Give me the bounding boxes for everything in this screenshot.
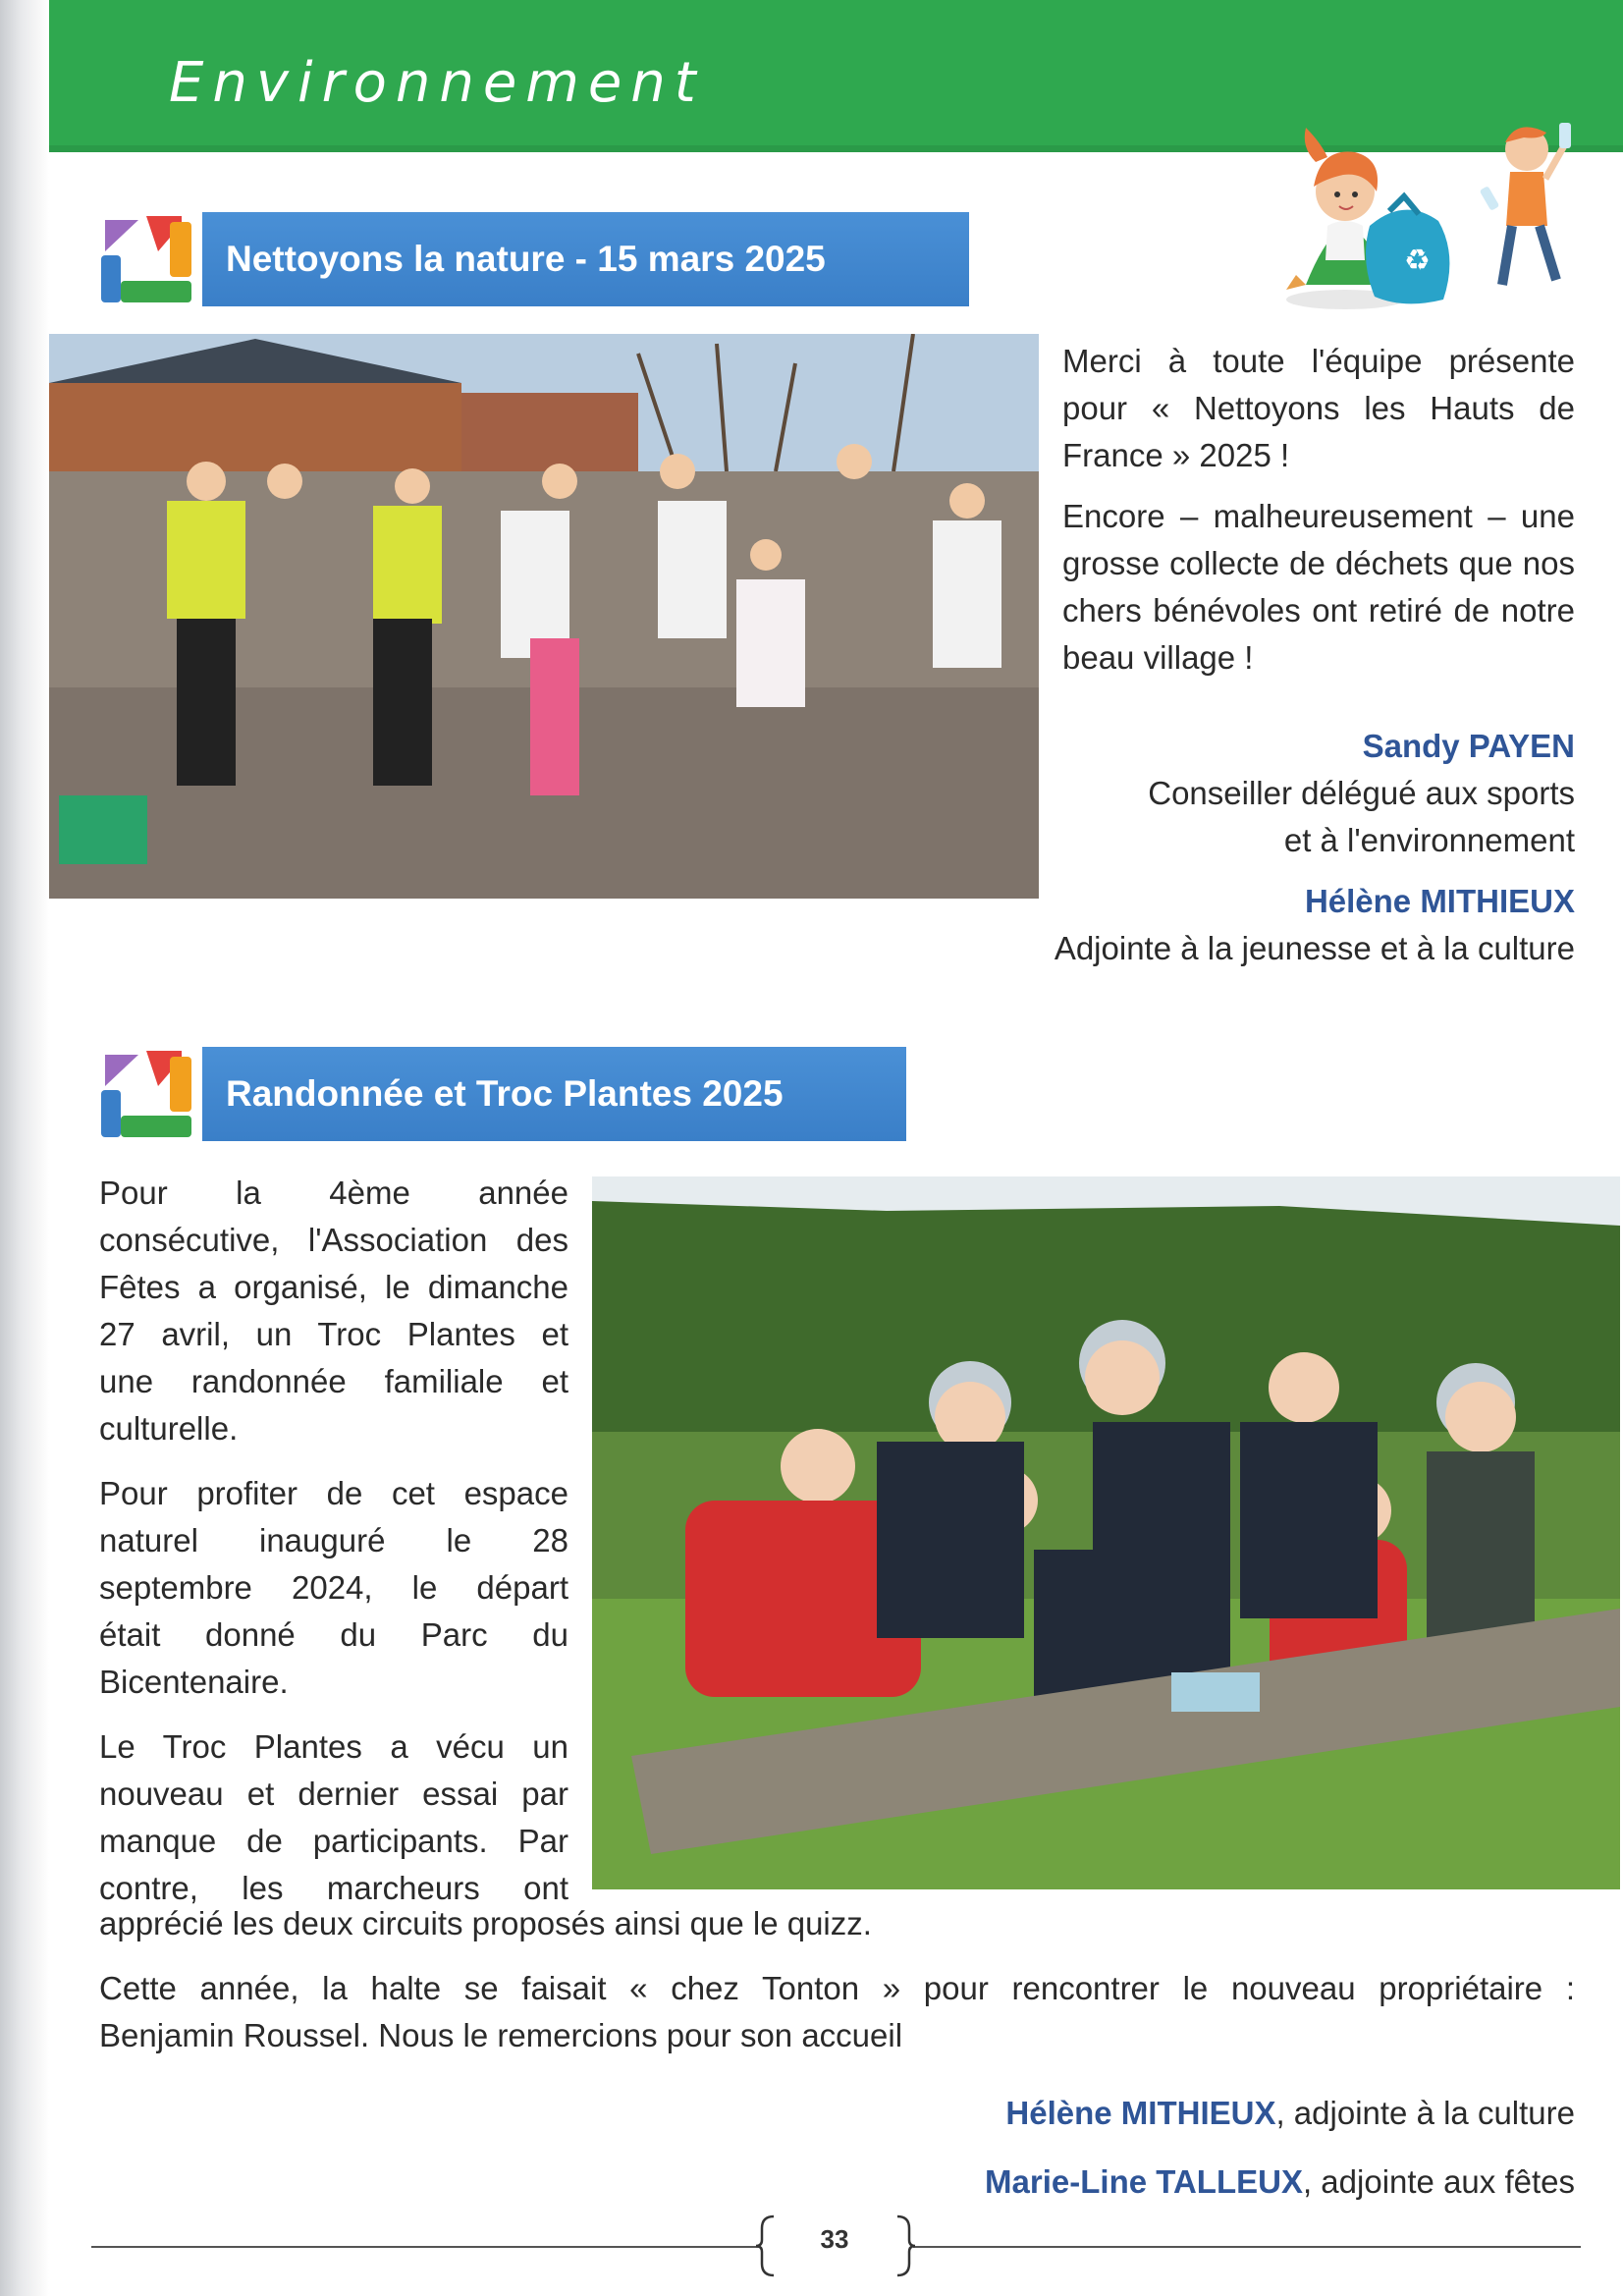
page-binding-shadow xyxy=(0,0,49,2296)
footer-rule-left xyxy=(91,2246,759,2248)
signature-role: Adjointe à la jeunesse et à la culture xyxy=(1054,930,1575,966)
signature-line xyxy=(687,2090,1575,2137)
text-line: naturel inauguré le 28 xyxy=(99,1522,568,1558)
svg-text:♻: ♻ xyxy=(1404,244,1431,278)
signature-role: et à l'environnement xyxy=(1283,822,1575,858)
signature-name: Hélène MITHIEUX xyxy=(1005,2095,1276,2131)
text-line: manque de participants. Par xyxy=(99,1823,568,1859)
text-line: Fêtes a organisé, le dimanche xyxy=(99,1269,568,1305)
signature-line xyxy=(687,2159,1575,2206)
signature-role: Conseiller délégué aux sports xyxy=(1148,775,1575,811)
text-line: Benjamin Roussel. Nous le remercions pour son accueil xyxy=(99,2017,903,2053)
section2-signatures xyxy=(687,2090,1575,2206)
section-logo-icon xyxy=(99,212,193,306)
section1-signatures xyxy=(884,723,1575,972)
text-line: contre, les marcheurs ont xyxy=(99,1870,568,1906)
text-line: Le Troc Plantes a vécu un xyxy=(99,1728,568,1765)
section1-paragraph: Encore – malheureusement – une grosse collecte de déchets que nos chers bénévoles ont retiré de notre beau village ! xyxy=(1062,498,1575,676)
signature-role: , adjointe aux fêtes xyxy=(1302,2163,1575,2200)
footer-rule-right xyxy=(913,2246,1581,2248)
section-title-nettoyons: Nettoyons la nature - 15 mars 2025 xyxy=(202,212,969,306)
section-title-randonnee: Randonnée et Troc Plantes 2025 xyxy=(202,1047,906,1141)
signature-name: Sandy PAYEN xyxy=(1362,728,1575,764)
text-line: une randonnée familiale et xyxy=(99,1363,568,1399)
section1-paragraph: Merci à toute l'équipe présente pour « Nettoyons les Hauts de France » 2025 ! xyxy=(1062,343,1575,473)
text-line: Pour la 4ème année xyxy=(99,1175,568,1211)
text-line: Cette année, la halte se faisait « chez Tonton » pour rencontrer le nouveau propriétaire : xyxy=(99,1970,1575,2006)
text-line: septembre 2024, le départ xyxy=(99,1569,568,1606)
text-line: apprécié les deux circuits proposés ainsi que le quizz. xyxy=(99,1905,872,1941)
troc-plantes-group-photo xyxy=(592,1176,1620,1889)
signature-name: Marie-Line TALLEUX xyxy=(985,2163,1303,2200)
section1-text xyxy=(1062,338,1575,682)
text-line: Pour profiter de cet espace xyxy=(99,1475,568,1511)
text-line: 27 avril, un Troc Plantes et xyxy=(99,1316,568,1352)
recycling-kids-illustration xyxy=(1267,88,1591,314)
section-logo-icon xyxy=(99,1047,193,1141)
signature-role: , adjointe à la culture xyxy=(1275,2095,1575,2131)
page-number: 33 xyxy=(820,2224,849,2254)
text-line: nouveau et dernier essai par xyxy=(99,1776,568,1812)
text-line: était donné du Parc du xyxy=(99,1616,568,1653)
text-line: culturelle. xyxy=(99,1410,239,1447)
section2-full-text xyxy=(99,1900,1575,2059)
text-line: consécutive, l'Association des xyxy=(99,1222,568,1258)
section2-column-text xyxy=(99,1170,568,1912)
page-title: Environnement xyxy=(169,51,705,115)
text-line: Bicentenaire. xyxy=(99,1664,289,1700)
signature-name: Hélène MITHIEUX xyxy=(1304,883,1575,919)
